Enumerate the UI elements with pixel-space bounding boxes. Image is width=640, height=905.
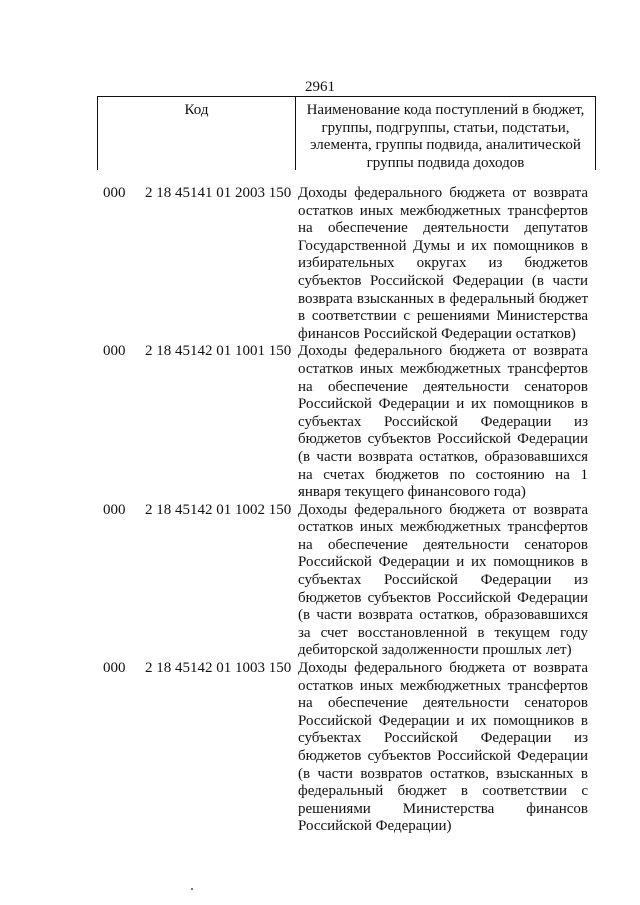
entry-name: Доходы федерального бюджета от возврата остатков иных межбюджетных трансфертов на обеспечение деятельности сенаторов Российской Федерации и их помощников в субъектах Российской Федерации из бюджетов субъектов Российской Федерации (в части возврата остатков, образовавшихся на счетах бюджетов по состоянию на 1 января текущего финансового года) bbox=[298, 343, 588, 501]
list-item bbox=[103, 660, 588, 836]
list-item bbox=[103, 502, 588, 660]
budget-code: 2 18 45142 01 1001 150 bbox=[145, 343, 292, 360]
budget-code: 2 18 45142 01 1003 150 bbox=[145, 660, 292, 677]
list-item bbox=[103, 185, 588, 343]
entry-name: Доходы федерального бюджета от возврата остатков иных межбюджетных трансфертов на обеспечение деятельности депутатов Государственной Думы и их помощников в избирательных округах из бюджетов субъектов Российской Федерации (в части возврата взысканных в федеральный бюджет в соответствии с решениями Министерства финансов Российской Федерации остатков) bbox=[298, 185, 588, 342]
budget-code: 2 18 45142 01 1002 150 bbox=[145, 501, 292, 518]
page-number: 2961 bbox=[305, 79, 335, 95]
admin-code: 000 bbox=[103, 185, 126, 201]
entry-name: Доходы федерального бюджета от возврата остатков иных межбюджетных трансфертов на обеспечение деятельности сенаторов Российской Федерации и их помощников в субъектах Российской Федерации из бюджетов субъектов Российской Федерации (в части возвратов остатков, взысканных в федеральный бюджет в соответствии с решениями Министерства финансов Российской Федерации) bbox=[298, 660, 588, 835]
header-name-column: Наименование кода поступлений в бюджет, группы, подгруппы, статьи, подстатьи, элемента, группы подвида, аналитической группы подвида доходов bbox=[306, 102, 585, 171]
entry-name: Доходы федерального бюджета от возврата остатков иных межбюджетных трансфертов на обеспечение деятельности сенаторов Российской Федерации и их помощников в субъектах Российской Федерации из бюджетов субъектов Российской Федерации (в части возврата остатков, образовавшихся за счет восстановленной в текущем году дебиторской задолженности прошлых лет) bbox=[298, 501, 588, 659]
list-item bbox=[103, 343, 588, 501]
scan-speck bbox=[191, 888, 193, 890]
header-code-column: Код bbox=[98, 97, 296, 170]
admin-code: 000 bbox=[103, 343, 126, 360]
header-table bbox=[97, 96, 596, 170]
entries-list bbox=[103, 185, 588, 836]
admin-code: 000 bbox=[103, 501, 126, 518]
admin-code: 000 bbox=[103, 660, 126, 677]
budget-code: 2 18 45141 01 2003 150 bbox=[145, 185, 292, 201]
